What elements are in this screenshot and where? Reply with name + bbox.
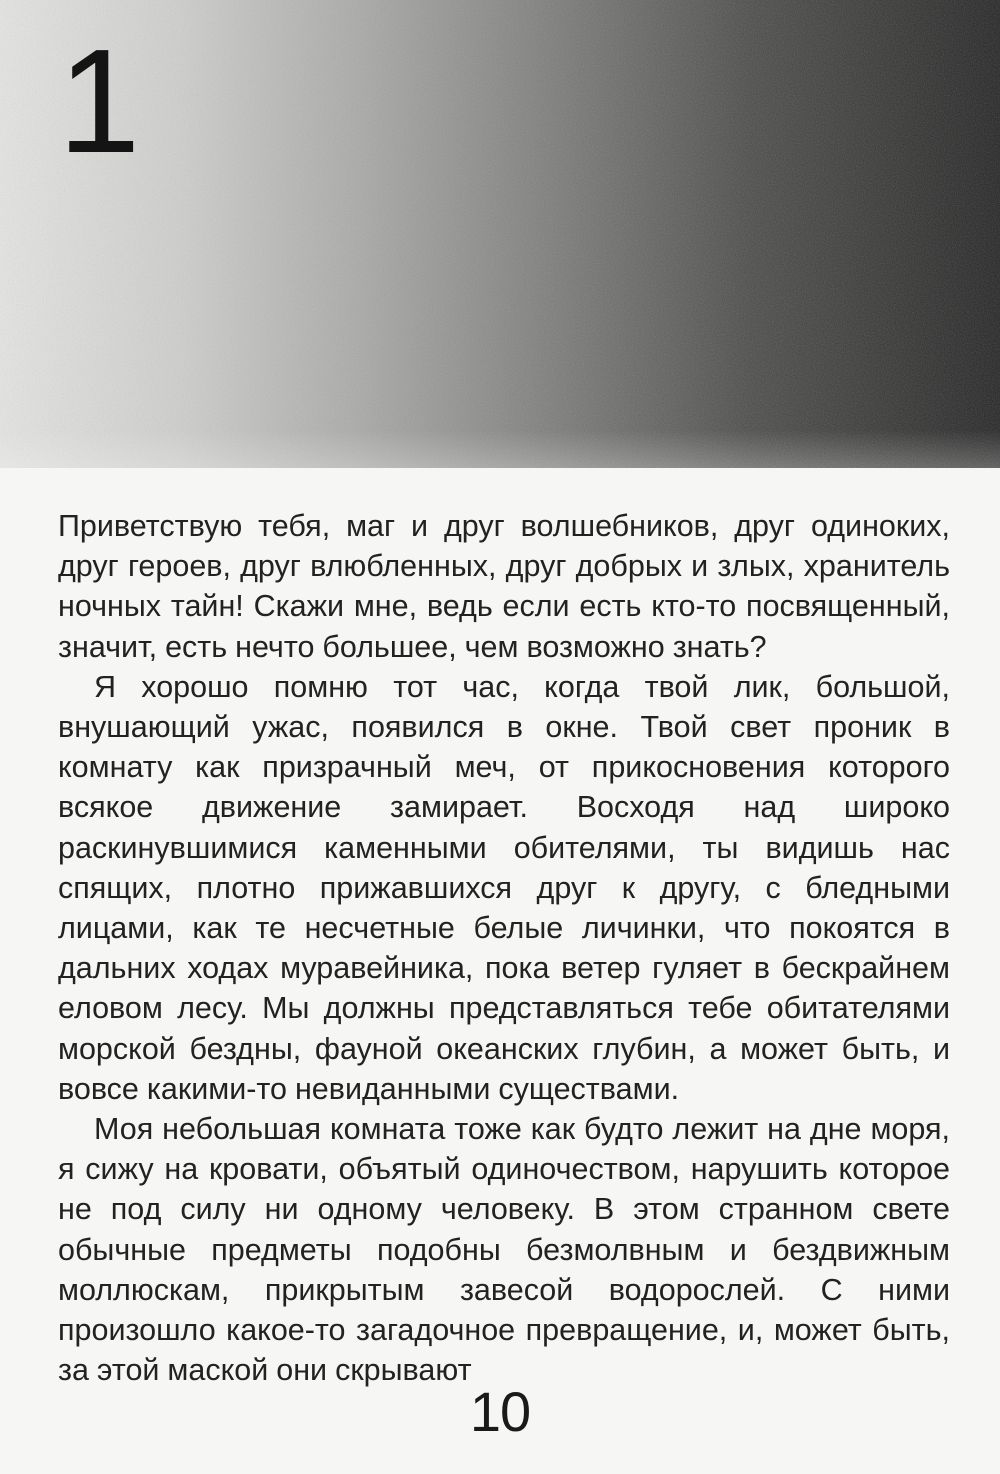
- paragraph-1: Приветствую тебя, маг и друг волшебников, друг одиноких, друг героев, друг влюбленных, друг добрых и злых, хранитель ночных тайн! Скажи мне, ведь если есть кто-то посвященный, значит, есть нечто большее, чем возможно знать?: [58, 509, 950, 664]
- chapter-header-band: [0, 0, 1000, 468]
- paragraph-3: Моя небольшая комната тоже как будто лежит на дне моря, я сижу на кровати, объятый одиночеством, нарушить которое не под силу ни одному человеку. В этом странном свете обычные предметы подобны безмолвным и бездвижным моллюскам, прикрытым завесой водорослей. С ними произошло какое-то загадочное превращение, и, может быть, за этой маской они скрывают: [58, 1112, 950, 1388]
- page-number: 10: [469, 1380, 531, 1443]
- chapter-number: 1: [58, 19, 139, 184]
- paragraph-2: Я хорошо помню тот час, когда твой лик, большой, внушающий ужас, появился в окне. Твой свет проник в комнату как призрачный меч, от прикосновения которого всякое движение замирает. Восходя над широко раскинувшимися каменными обителями, ты видишь нас спящих, плотно прижавшихся друг к другу, с бледными лицами, как те несчетные белые личинки, что покоятся в дальних ходах муравейника, пока ветер гуляет в бескрайнем еловом лесу. Мы должны представляться тебе обитателями морской бездны, фауной океанских глубин, а может быть, и вовсе какими-то невиданными существами.: [58, 669, 950, 1106]
- body-text: [58, 506, 950, 1390]
- grain-texture: [0, 0, 1000, 468]
